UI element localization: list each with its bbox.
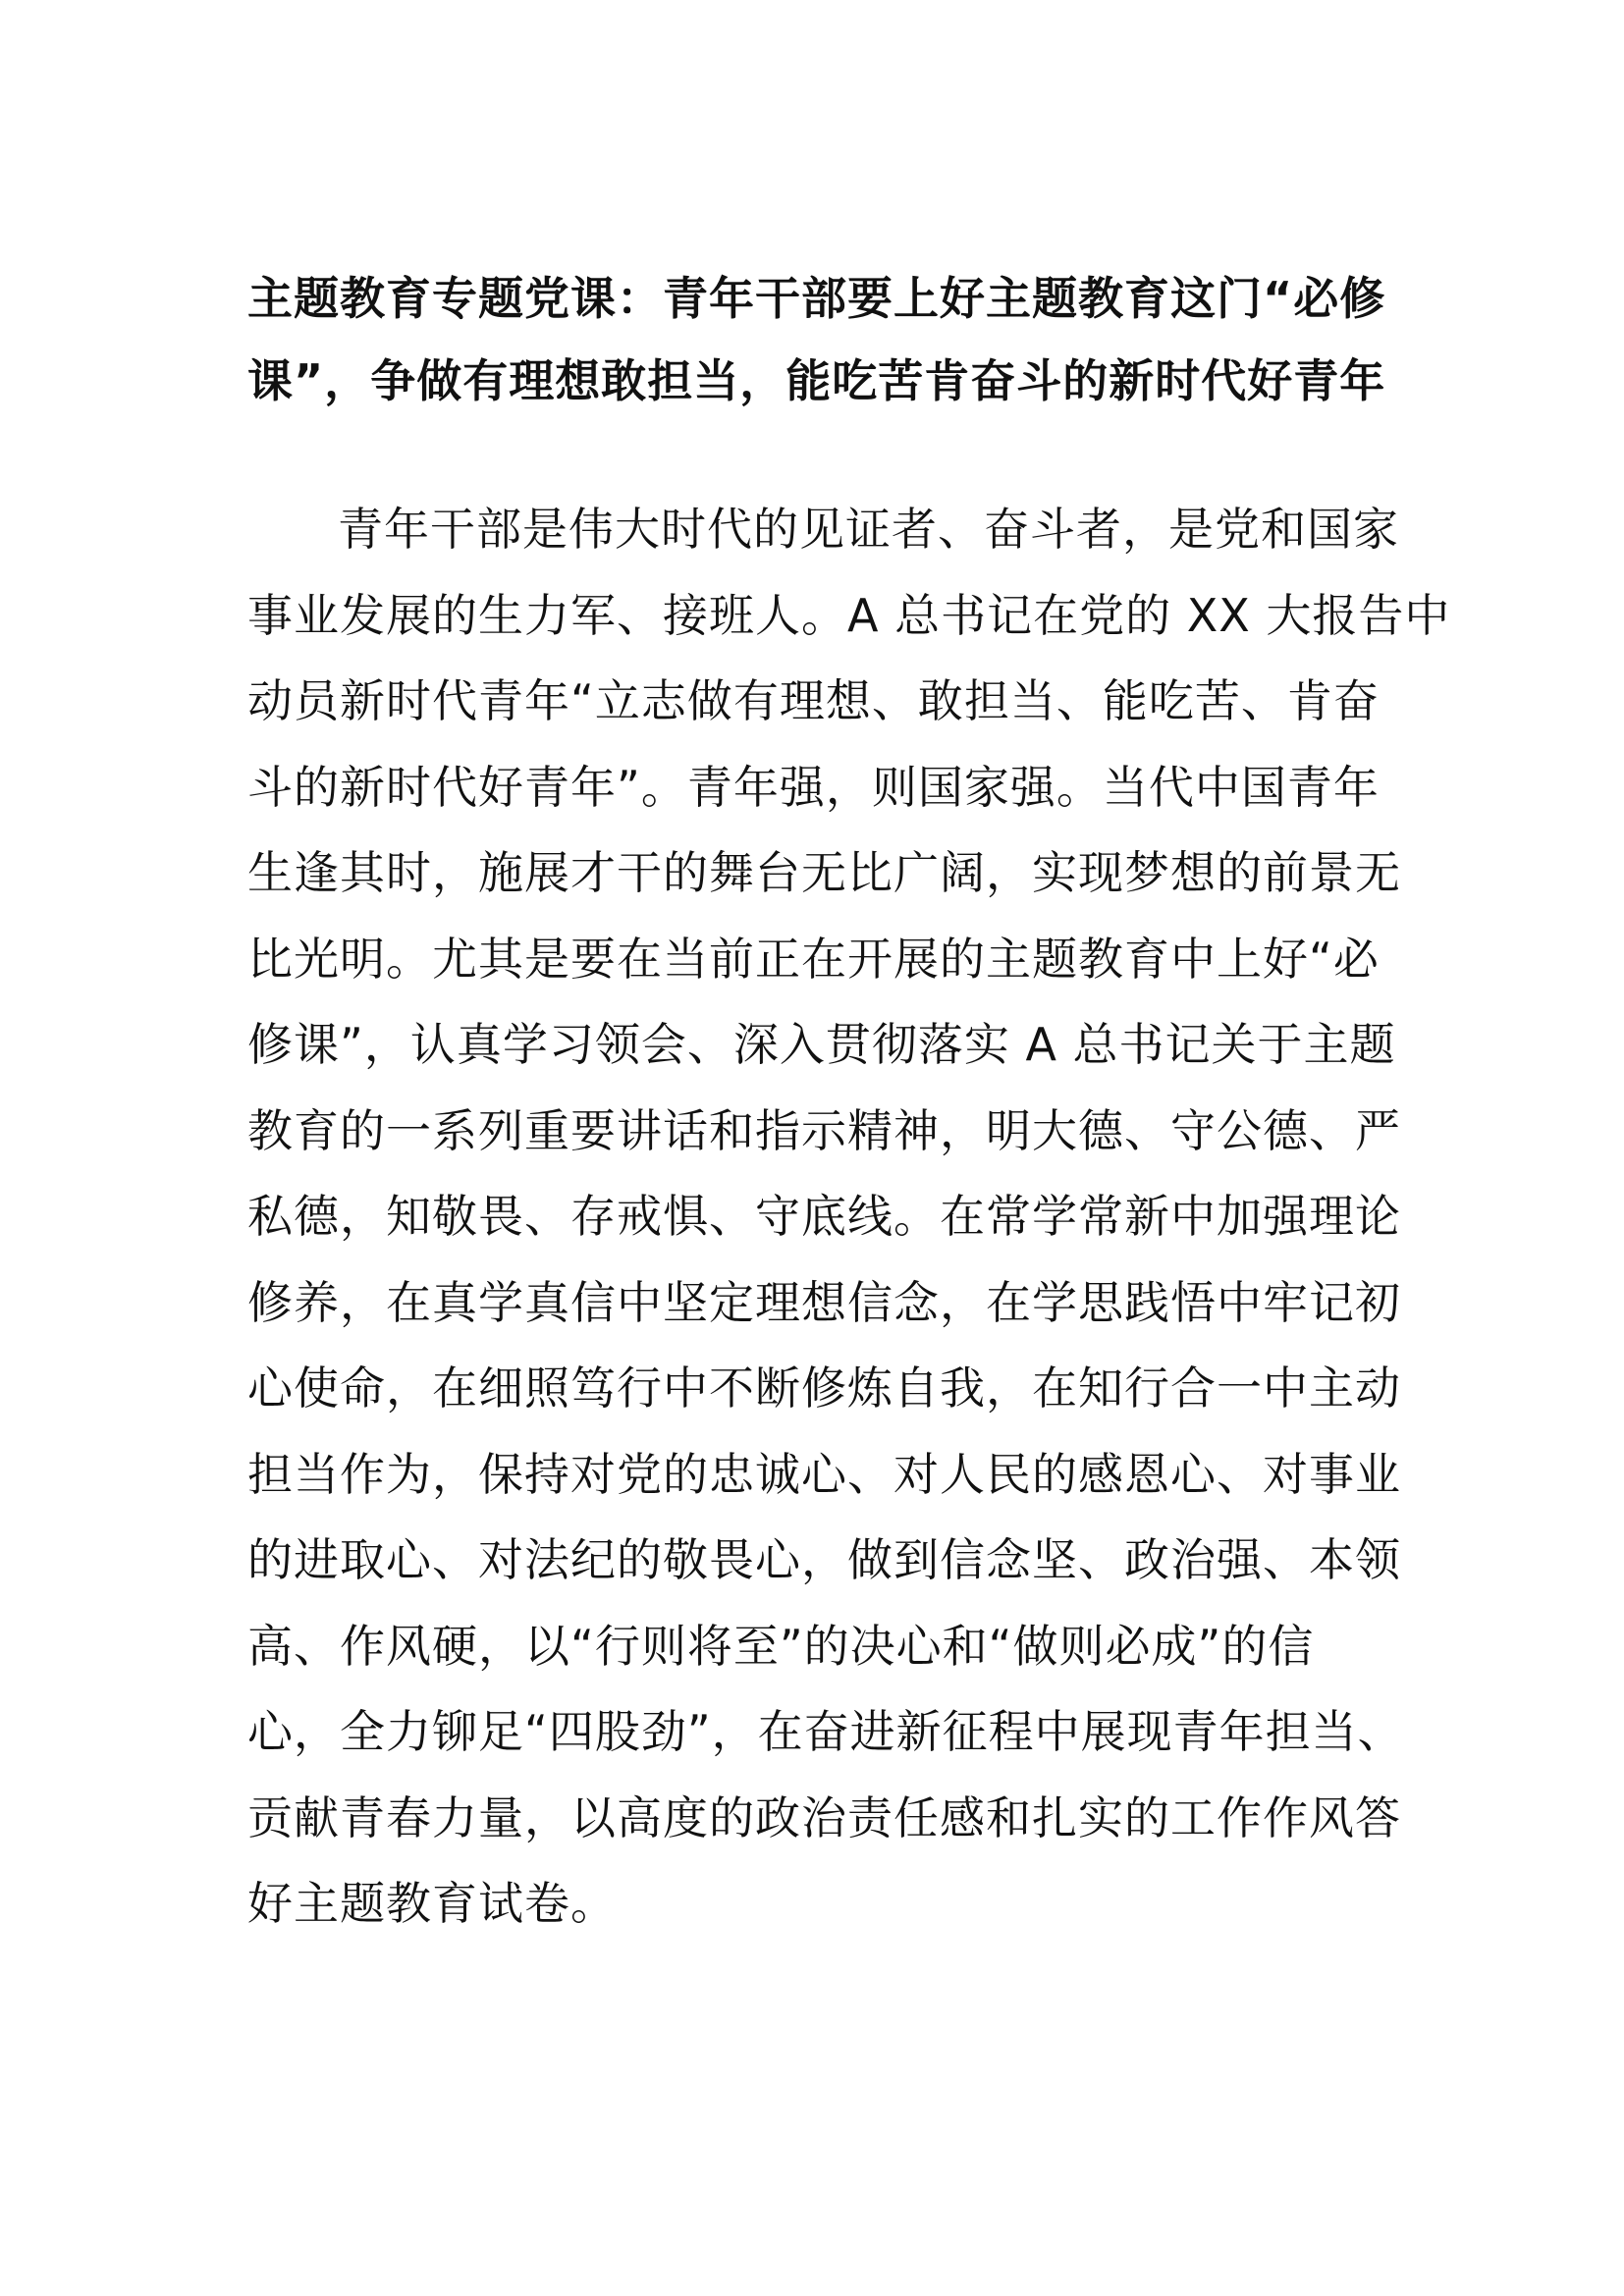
body-line-11: 心使命，在细照笃行中不断修炼自我，在知行合一中主动 [247, 1362, 1401, 1415]
body-line-6: 比光明。尤其是要在当前正在开展的主题教育中上好“必 [247, 932, 1380, 986]
title-line-2: 课”，争做有理想敢担当，能吃苦肯奋斗的新时代好青年 [247, 354, 1386, 407]
body-line-15: 心，全力铆足“四股劲”，在奋进新征程中展现青年担当、 [247, 1705, 1404, 1758]
body-line-17: 好主题教育试卷。 [247, 1877, 617, 1930]
document-body [247, 487, 1451, 1948]
body-line-1: 青年干部是伟大时代的见证者、奋斗者，是党和国家 [338, 503, 1399, 556]
title-line-1: 主题教育专题党课：青年干部要上好主题教育这门“必修 [247, 272, 1386, 325]
body-line-5: 生逢其时，施展才干的舞台无比广阔，实现梦想的前景无 [247, 846, 1401, 899]
body-line-7: 修课”，认真学习领会、深入贯彻落实 A 总书记关于主题 [247, 1018, 1396, 1071]
body-line-3: 动员新时代青年“立志做有理想、敢担当、能吃苦、肯奋 [247, 674, 1380, 727]
body-line-14: 高、作风硬，以“行则将至”的决心和“做则必成”的信 [247, 1619, 1315, 1673]
body-line-13: 的进取心、对法纪的敬畏心，做到信念坚、政治强、本领 [247, 1533, 1401, 1586]
body-line-4: 斗的新时代好青年”。青年强，则国家强。当代中国青年 [247, 760, 1380, 814]
body-line-16: 贡献青春力量，以高度的政治责任感和扎实的工作作风答 [247, 1790, 1401, 1844]
body-line-2: 事业发展的生力军、接班人。A 总书记在党的 XX 大报告中 [247, 588, 1451, 642]
body-line-9: 私德，知敬畏、存戒惧、守底线。在常学常新中加强理论 [247, 1190, 1401, 1243]
body-line-12: 担当作为，保持对党的忠诚心、对人民的感恩心、对事业 [247, 1447, 1401, 1501]
body-line-8: 教育的一系列重要讲话和指示精神，明大德、守公德、严 [247, 1103, 1401, 1157]
document-title [247, 257, 1386, 422]
body-line-10: 修养，在真学真信中坚定理想信念，在学思践悟中牢记初 [247, 1275, 1401, 1329]
